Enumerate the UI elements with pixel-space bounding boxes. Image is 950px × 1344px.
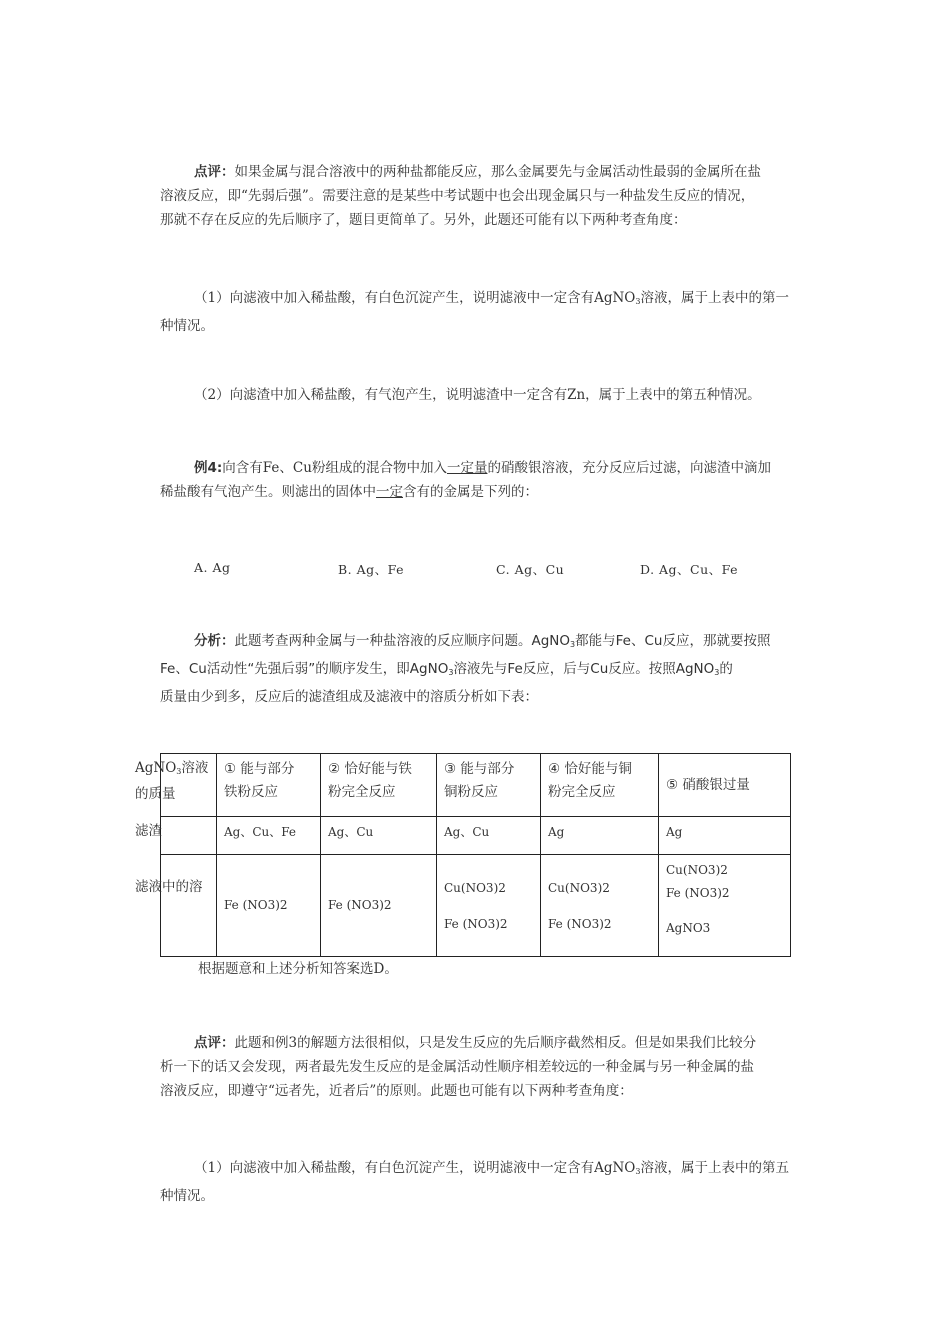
option-c: C. Ag、Cu (496, 562, 565, 577)
example-text: 向含有Fe、Cu粉组成的混合物中加入 (222, 460, 447, 476)
table-header (437, 754, 541, 817)
row-label-text: 溶液 (181, 760, 209, 776)
table-row (161, 855, 791, 957)
row-label-mass (135, 757, 208, 806)
comment-line: 析一下的话又会发现，两者最先发生反应的是金属活动性顺序相差较远的一种金属与另一种金属的盐 (160, 1059, 754, 1075)
table-cell: Ag (541, 817, 659, 855)
option-a: A. Ag (194, 560, 231, 575)
comment-paragraph (160, 1031, 792, 1103)
row-label-text: AgNO (135, 760, 177, 776)
analysis-label: 分析： (194, 633, 235, 649)
cell-text: Fe (NO3)2 (444, 916, 508, 931)
comment-line: 溶液反应，即“先弱后强”。需要注意的是某些中考试题中也会出现金属只与一种盐发生反应的情况， (160, 188, 755, 204)
analysis-text: 此题考查两种金属与一种盐溶液的反应顺序问题。AgNO (234, 633, 571, 649)
analysis-paragraph (160, 629, 792, 709)
analysis-text: 的 (719, 661, 733, 677)
cell-text: Fe (NO3)2 (328, 898, 392, 912)
header-line: 粉完全反应 (548, 784, 616, 800)
answer-line: 根据题意和上述分析知答案选D。 (198, 961, 398, 977)
example-text: 含有的金属是下列的： (403, 484, 538, 500)
table-cell (321, 855, 437, 957)
header-line: ① 能与部分 (224, 761, 295, 777)
table-cell: Ag、Cu (437, 817, 541, 855)
header-line: 铜粉反应 (444, 784, 498, 800)
table-cell (161, 817, 217, 855)
comment-line: 那就不存在反应的先后顺序了，题目更简单了。另外，此题还可能有以下两种考查角度： (160, 212, 687, 228)
option-d: D. Ag、Cu、Fe (640, 562, 739, 577)
comment-label: 点评： (194, 1035, 235, 1051)
angle-text: 种情况。 (160, 1188, 214, 1204)
subscript: 3 (176, 767, 182, 776)
header-line: 铁粉反应 (224, 784, 278, 800)
angle-text: （1）向滤液中加入稀盐酸，有白色沉淀产生，说明滤液中一定含有AgNO (194, 1160, 636, 1176)
angle-paragraph (160, 286, 792, 338)
angle-text: 溶液，属于上表中的第五 (640, 1160, 789, 1176)
example-label: 例4: (194, 460, 223, 476)
analysis-text: 都能与Fe、Cu反应，那就要按照 (575, 633, 771, 649)
angle-text: 溶液，属于上表中的第一 (640, 290, 789, 306)
table-cell (217, 855, 321, 957)
table-header (217, 754, 321, 817)
table-cell: Ag、Cu、Fe (217, 817, 321, 855)
subscript: 3 (714, 668, 720, 677)
analysis-text: 质量由少到多，反应后的滤渣组成及滤液中的溶质分析如下表： (160, 689, 538, 705)
table-header (321, 754, 437, 817)
analysis-text: 溶液先与Fe反应，后与Cu反应。按照AgNO (453, 661, 715, 677)
table-header (541, 754, 659, 817)
cell-text: Fe (NO3)2 (224, 898, 288, 912)
header-line: ⑤ 硝酸银过量 (666, 776, 750, 793)
table-cell (541, 855, 659, 957)
row-label-solute: 滤液中的溶 (135, 879, 203, 895)
analysis-text: Fe、Cu活动性“先强后弱”的顺序发生，即AgNO (160, 661, 449, 677)
table-row (161, 754, 791, 817)
cell-text: AgNO3 (666, 921, 711, 935)
header-line: ③ 能与部分 (444, 761, 515, 777)
comment-paragraph (160, 160, 792, 232)
example-paragraph (160, 456, 792, 504)
header-line: ② 恰好能与铁 (328, 761, 412, 777)
cell-text: Cu(NO3)2 (548, 880, 610, 895)
table-header (659, 754, 791, 817)
angle-text: （1）向滤液中加入稀盐酸，有白色沉淀产生，说明滤液中一定含有AgNO (194, 290, 636, 306)
angle-paragraph (194, 383, 804, 407)
table-cell (437, 855, 541, 957)
analysis-table (160, 753, 791, 957)
subscript: 3 (635, 297, 641, 306)
table-cell: Ag (659, 817, 791, 855)
cell-text: Cu(NO3)2 (666, 863, 728, 877)
angle-paragraph (160, 1156, 792, 1208)
example-text: 的硝酸银溶液，充分反应后过滤，向滤渣中滴加 (487, 460, 771, 476)
angle-text: 种情况。 (160, 318, 214, 334)
option-b: B. Ag、Fe (338, 562, 405, 577)
underlined-text: 一定 (376, 484, 403, 500)
cell-text: Fe (NO3)2 (548, 916, 612, 931)
underlined-text: 一定量 (446, 460, 488, 476)
comment-line: 溶液反应，即遵守“远者先，近者后”的原则。此题也可能有以下两种考查角度： (160, 1083, 633, 1099)
comment-label: 点评： (194, 164, 235, 180)
cell-text: Fe (NO3)2 (666, 886, 730, 900)
subscript: 3 (448, 668, 454, 677)
subscript: 3 (635, 1167, 641, 1176)
table-row (161, 817, 791, 855)
subscript: 3 (570, 640, 576, 649)
example-text: 稀盐酸有气泡产生。则滤出的固体中 (160, 484, 376, 500)
angle-text: （2）向滤渣中加入稀盐酸，有气泡产生，说明滤渣中一定含有Zn，属于上表中的第五种情况。 (194, 387, 761, 403)
header-line: 粉完全反应 (328, 784, 396, 800)
cell-text: Cu(NO3)2 (444, 880, 506, 895)
header-line: ④ 恰好能与铜 (548, 761, 632, 777)
table-cell (659, 855, 791, 957)
table-cell (161, 855, 217, 957)
comment-line: 此题和例3的解题方法很相似，只是发生反应的先后顺序截然相反。但是如果我们比较分 (234, 1035, 757, 1051)
row-label-text: 的质量 (135, 786, 176, 802)
table-cell: Ag、Cu (321, 817, 437, 855)
row-label-residue: 滤渣 (135, 823, 162, 839)
comment-line: 如果金属与混合溶液中的两种盐都能反应，那么金属要先与金属活动性最弱的金属所在盐 (234, 164, 761, 180)
